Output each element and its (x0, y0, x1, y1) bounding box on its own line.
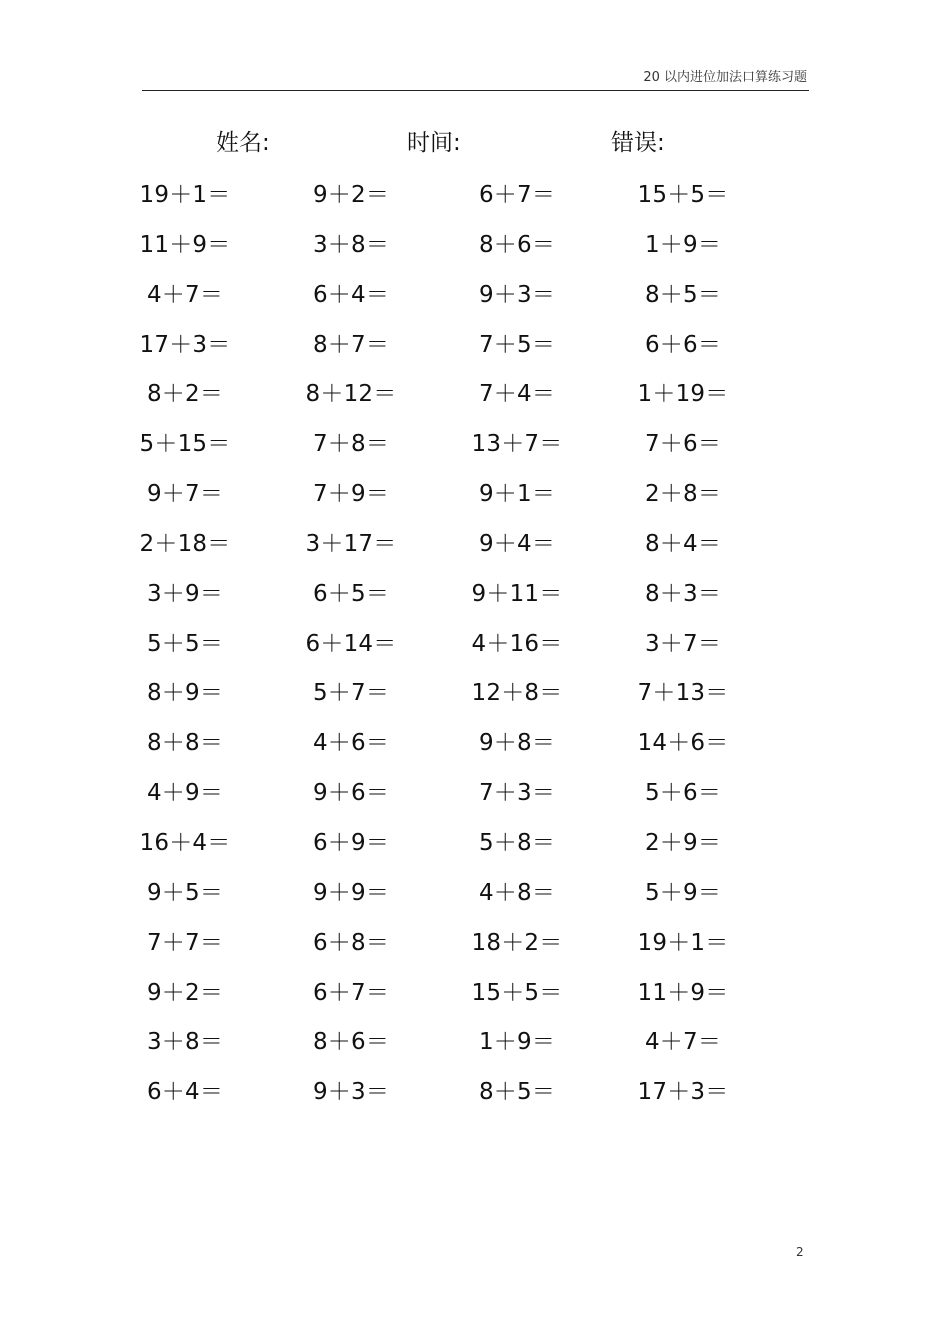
addition-problem: 1＋9＝ (644, 231, 722, 258)
addition-problem: 14＋6＝ (637, 730, 729, 757)
addition-problem: 5＋6＝ (644, 780, 722, 807)
worksheet-title: 20 以内进位加法口算练习题 (643, 70, 807, 85)
addition-problem: 6＋14＝ (305, 630, 397, 657)
addition-problem: 5＋8＝ (478, 829, 556, 856)
addition-problem: 9＋3＝ (312, 1079, 390, 1106)
problem-row (0, 266, 950, 316)
addition-problem: 1＋9＝ (478, 1029, 556, 1056)
problem-row (0, 316, 950, 366)
addition-problem: 9＋2＝ (312, 182, 390, 208)
addition-problem: 8＋6＝ (478, 231, 556, 258)
problem-row (0, 714, 950, 764)
problem-row (0, 565, 950, 615)
addition-problem: 8＋12＝ (305, 381, 397, 408)
addition-problem: 18＋2＝ (471, 929, 563, 956)
addition-problem: 2＋9＝ (644, 829, 722, 856)
addition-problem: 15＋5＝ (471, 979, 563, 1006)
addition-problem: 7＋8＝ (312, 431, 390, 458)
addition-problem: 15＋5＝ (637, 182, 729, 208)
addition-problem: 7＋5＝ (478, 331, 556, 358)
addition-problem: 4＋9＝ (146, 780, 224, 807)
problem-row (0, 1063, 950, 1113)
addition-problem: 6＋4＝ (146, 1079, 224, 1106)
addition-problem: 1＋19＝ (637, 381, 729, 408)
name-label: 姓名: (216, 130, 270, 156)
addition-problem: 4＋7＝ (644, 1029, 722, 1056)
addition-problem: 9＋11＝ (471, 580, 563, 607)
addition-problem: 9＋2＝ (146, 979, 224, 1006)
addition-problem: 3＋9＝ (146, 580, 224, 607)
problem-row (0, 365, 950, 415)
addition-problem: 9＋8＝ (478, 730, 556, 757)
addition-problem: 8＋4＝ (644, 530, 722, 557)
addition-problem: 19＋1＝ (637, 929, 729, 956)
addition-problem: 3＋8＝ (146, 1029, 224, 1056)
addition-problem: 19＋1＝ (139, 182, 231, 208)
addition-problem: 6＋7＝ (312, 979, 390, 1006)
addition-problem: 9＋4＝ (478, 530, 556, 557)
addition-problem: 6＋9＝ (312, 829, 390, 856)
addition-problem: 11＋9＝ (637, 979, 729, 1006)
addition-problem: 17＋3＝ (637, 1079, 729, 1106)
addition-problem: 6＋4＝ (312, 281, 390, 308)
addition-problem: 6＋5＝ (312, 580, 390, 607)
addition-problem: 6＋8＝ (312, 929, 390, 956)
problem-row (0, 415, 950, 465)
addition-problem: 3＋7＝ (644, 630, 722, 657)
addition-problem: 4＋16＝ (471, 630, 563, 657)
problem-row (0, 914, 950, 964)
addition-problem: 4＋8＝ (478, 879, 556, 906)
problem-row (0, 814, 950, 864)
addition-problem: 16＋4＝ (139, 829, 231, 856)
addition-problem: 13＋7＝ (471, 431, 563, 458)
addition-problem: 6＋7＝ (478, 182, 556, 208)
addition-problem: 5＋7＝ (312, 680, 390, 707)
student-info-row (0, 124, 950, 160)
addition-problem: 5＋9＝ (644, 879, 722, 906)
addition-problem: 8＋9＝ (146, 680, 224, 707)
addition-problem: 7＋4＝ (478, 381, 556, 408)
addition-problem: 8＋6＝ (312, 1029, 390, 1056)
problem-row (0, 615, 950, 665)
addition-problem: 7＋6＝ (644, 431, 722, 458)
problem-row (0, 664, 950, 714)
addition-problem: 7＋13＝ (637, 680, 729, 707)
problem-row (0, 1013, 950, 1063)
addition-problem: 9＋5＝ (146, 879, 224, 906)
page-header (142, 62, 809, 91)
addition-problem: 8＋2＝ (146, 381, 224, 408)
problem-grid (0, 166, 950, 1113)
addition-problem: 7＋9＝ (312, 481, 390, 508)
page-number: 2 (796, 1245, 804, 1259)
addition-problem: 3＋17＝ (305, 530, 397, 557)
addition-problem: 8＋8＝ (146, 730, 224, 757)
addition-problem: 4＋6＝ (312, 730, 390, 757)
addition-problem: 2＋18＝ (139, 530, 231, 557)
addition-problem: 9＋1＝ (478, 481, 556, 508)
addition-problem: 8＋3＝ (644, 580, 722, 607)
addition-problem: 6＋6＝ (644, 331, 722, 358)
problem-row (0, 864, 950, 914)
addition-problem: 2＋8＝ (644, 481, 722, 508)
problem-row (0, 964, 950, 1014)
problem-row (0, 515, 950, 565)
addition-problem: 7＋7＝ (146, 929, 224, 956)
addition-problem: 9＋9＝ (312, 879, 390, 906)
addition-problem: 5＋5＝ (146, 630, 224, 657)
addition-problem: 8＋7＝ (312, 331, 390, 358)
problem-row (0, 216, 950, 266)
addition-problem: 8＋5＝ (478, 1079, 556, 1106)
problem-row (0, 166, 950, 216)
addition-problem: 9＋7＝ (146, 481, 224, 508)
time-label: 时间: (407, 130, 461, 156)
addition-problem: 8＋5＝ (644, 281, 722, 308)
problem-row (0, 764, 950, 814)
addition-problem: 3＋8＝ (312, 231, 390, 258)
addition-problem: 7＋3＝ (478, 780, 556, 807)
errors-label: 错误: (611, 130, 665, 156)
addition-problem: 9＋6＝ (312, 780, 390, 807)
addition-problem: 9＋3＝ (478, 281, 556, 308)
problem-row (0, 465, 950, 515)
addition-problem: 4＋7＝ (146, 281, 224, 308)
addition-problem: 5＋15＝ (139, 431, 231, 458)
addition-problem: 11＋9＝ (139, 231, 231, 258)
addition-problem: 17＋3＝ (139, 331, 231, 358)
addition-problem: 12＋8＝ (471, 680, 563, 707)
